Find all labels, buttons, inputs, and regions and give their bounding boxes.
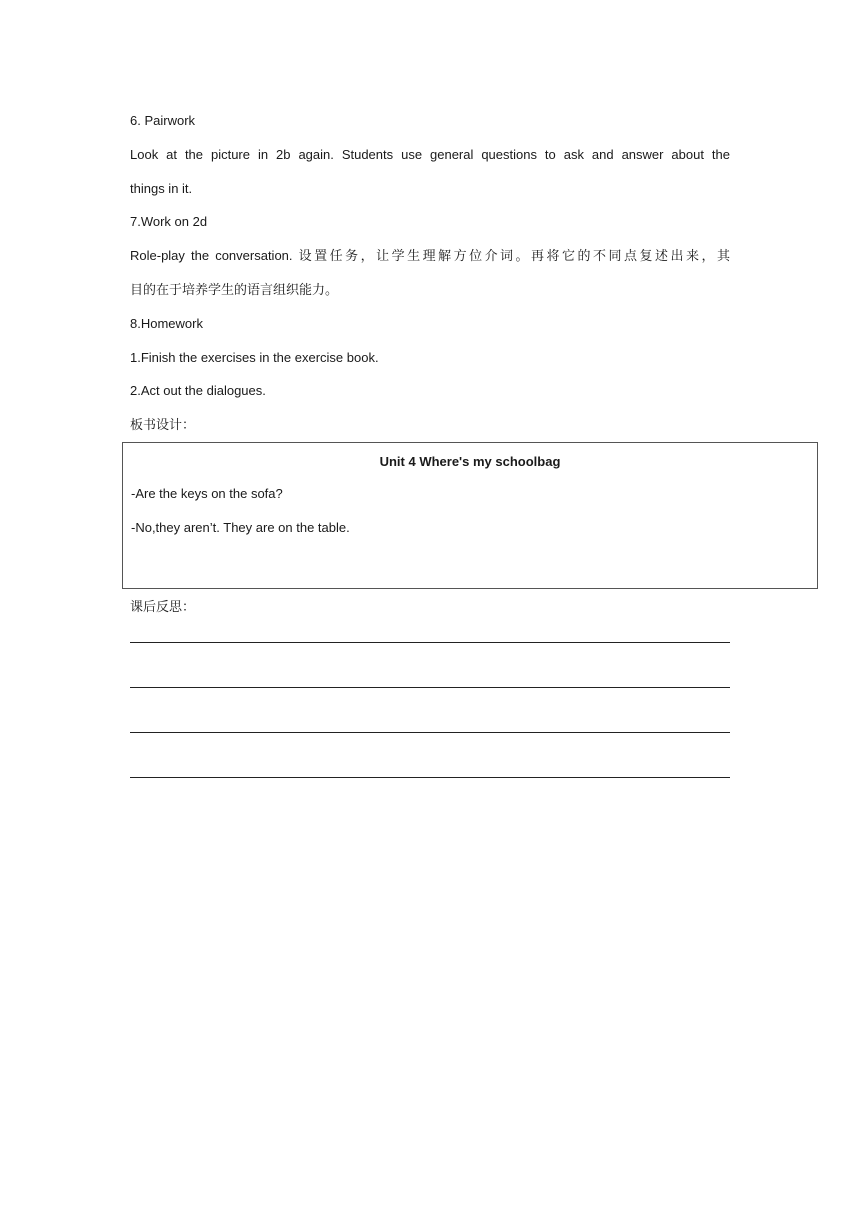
board-line: -Are the keys on the sofa? [131,486,283,501]
board-title: Unit 4 Where's my schoolbag [379,454,561,469]
section-8-heading: 8.Homework [130,316,203,331]
board-design-label: 板书设计： [130,417,196,432]
section-7-text-line-2: 目的在于培养学生的语言组织能力。 [130,282,339,297]
reflection-writing-line [130,642,730,643]
board-line: -No,they aren’t. They are on the table. [131,520,350,535]
section-7-text-line-1: Role-play the conversation. 设置任务，让学生理解方位介词。再将它的不同点复述出来，其 [130,248,730,263]
section-6-heading: 6. Pairwork [130,113,196,128]
reflection-writing-line [130,732,730,733]
reflection-writing-line [130,687,730,688]
reflection-label: 课后反思： [130,599,196,614]
board-design-box [122,442,818,589]
homework-item: 1.Finish the exercises in the exercise book. [130,350,379,365]
section-6-text-line-2: things in it. [130,181,193,196]
homework-item: 2.Act out the dialogues. [130,383,266,398]
reflection-writing-line [130,777,730,778]
section-7-heading: 7.Work on 2d [130,214,208,229]
section-6-text-line-1: Look at the picture in 2b again. Students use general questions to ask and answer about the [130,147,730,162]
